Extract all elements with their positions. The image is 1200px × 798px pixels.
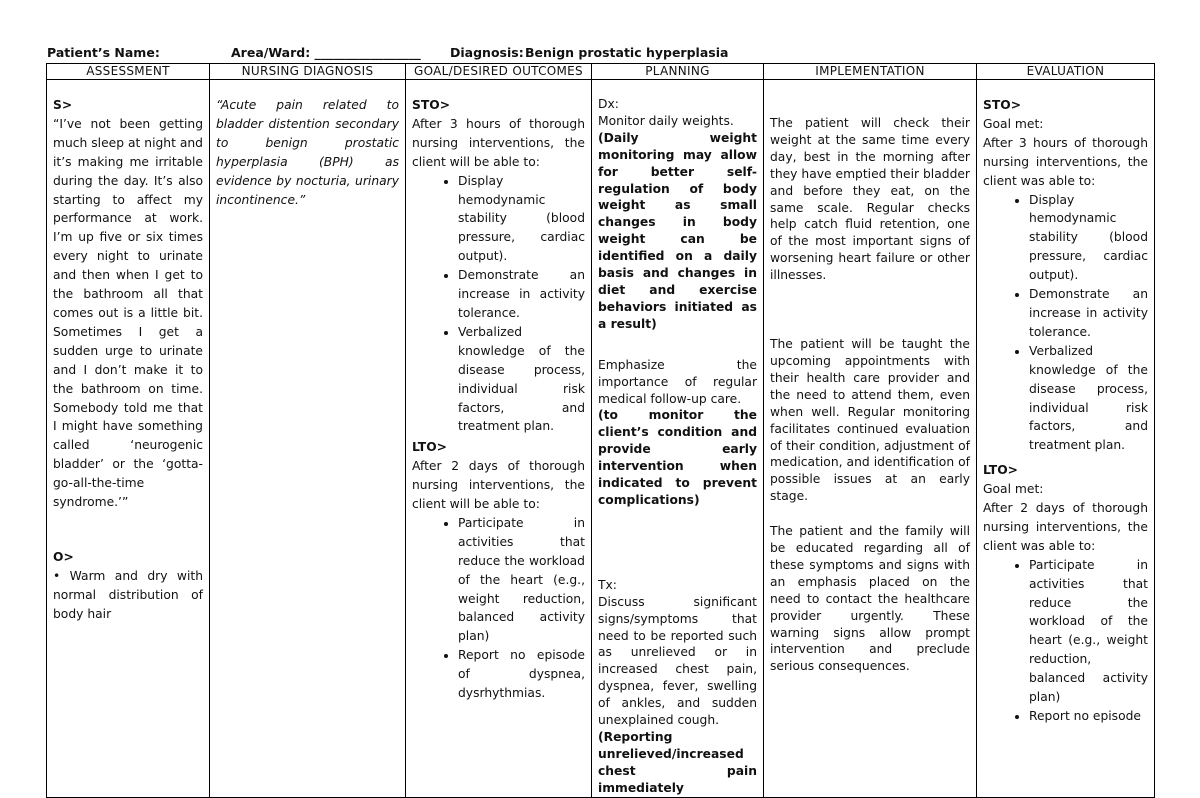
objective-text: • Warm and dry with normal distribution of body hair bbox=[53, 568, 203, 621]
implementation-cell bbox=[764, 80, 977, 798]
evaluation-lto-list bbox=[983, 556, 1148, 726]
implementation-paragraph-1: The patient will check their weight at the same time every day, best in the morning after they have emptied their bladder and before they eat, on the same scale. Regular checks help catch fluid retention, one of the most important signs of worsening heart failure or other illnesses. bbox=[770, 116, 970, 283]
column-header-evaluation: EVALUATION bbox=[977, 64, 1155, 80]
subjective-text: “I’ve not been getting much sleep at night and it’s making me irritable during the day. It’s also starting to affect my performance at work. I’m up five or six times every night to urinate and then when I get to the bathroom all that comes out is a little bit. Sometimes I get a sudden urge to urinate and I don’t make it to the bathroom on time. Somebody told me that I might have something called ‘neurogenic bladder’ or the ‘gotta-go-all-the-time syndrome.’” bbox=[53, 116, 203, 510]
subjective-label: S> bbox=[53, 98, 73, 112]
diagnosis-value: Benign prostatic hyperplasia bbox=[525, 45, 729, 60]
column-header-implementation: IMPLEMENTATION bbox=[764, 64, 977, 80]
list-item: • Participate in activities that reduce the workload of the heart (e.g., weight reduction, balanced activity plan) bbox=[458, 514, 585, 646]
evaluation-sto-label: STO> bbox=[983, 98, 1022, 112]
goal-sto-label: STO> bbox=[412, 98, 451, 112]
goal-sto-list bbox=[412, 172, 585, 437]
planning-emphasize-rationale: (to monitor the client’s condition and provide early intervention when indicated to prevent complications) bbox=[598, 408, 757, 507]
evaluation-sto-list bbox=[983, 191, 1148, 456]
goal-lto-list bbox=[412, 514, 585, 703]
patient-name-label: Patient’s Name: bbox=[47, 45, 160, 60]
list-item: • Report no episode of dyspnea, dysrhythmias. bbox=[458, 646, 585, 703]
implementation-paragraph-3: The patient and the family will be educated regarding all of these symptoms and signs with an emphasis placed on the need to contact the healthcare provider urgently. These warning signs allow prompt intervention and preclude serious consequences. bbox=[770, 524, 970, 674]
list-item: • Display hemodynamic stability (blood pressure, cardiac output). bbox=[1029, 191, 1148, 286]
planning-emphasize-text: Emphasize the importance of regular medical follow-up care. bbox=[598, 357, 757, 406]
evaluation-sto-met: Goal met: bbox=[983, 116, 1044, 131]
column-header-assessment: ASSESSMENT bbox=[47, 64, 210, 80]
list-item: • Verbalized knowledge of the disease process, individual risk factors, and treatment plan. bbox=[1029, 342, 1148, 455]
nursing-diagnosis-text: “Acute pain related to bladder distention secondary to benign prostatic hyperplasia (BPH) as evidence by nocturia, urinary incontinence.” bbox=[216, 98, 399, 207]
evaluation-sto-intro: After 3 hours of thorough nursing interventions, the client was able to: bbox=[983, 135, 1148, 188]
list-item: • Verbalized knowledge of the disease process, individual risk factors, and treatment plan. bbox=[458, 323, 585, 436]
objective-label: O> bbox=[53, 549, 74, 564]
column-header-goal: GOAL/DESIRED OUTCOMES bbox=[406, 64, 592, 80]
nursing-diagnosis-cell bbox=[210, 80, 406, 798]
table-header-row bbox=[47, 64, 1155, 80]
goal-lto-label: LTO> bbox=[412, 440, 447, 455]
assessment-cell bbox=[47, 80, 210, 798]
evaluation-lto-label: LTO> bbox=[983, 463, 1018, 478]
nursing-care-plan-table bbox=[46, 63, 1155, 798]
goal-sto-intro: After 3 hours of thorough nursing interventions, the client will be able to: bbox=[412, 116, 585, 169]
evaluation-lto-intro: After 2 days of thorough nursing interventions, the client was able to: bbox=[983, 501, 1148, 553]
list-item: • Participate in activities that reduce the workload of the heart (e.g., weight reduction, balanced activity plan) bbox=[1029, 556, 1148, 707]
planning-tx-label: Tx: bbox=[598, 577, 617, 592]
diagnosis-label: Diagnosis: bbox=[450, 45, 524, 60]
planning-tx-rationale: (Reporting unrelieved/increased chest pain immediately bbox=[598, 730, 757, 795]
list-item: • Report no episode bbox=[1029, 707, 1148, 726]
evaluation-cell bbox=[977, 80, 1155, 798]
table-row bbox=[47, 80, 1155, 798]
planning-dx-text: Monitor daily weights. bbox=[598, 113, 734, 128]
list-item: • Display hemodynamic stability (blood pressure, cardiac output). bbox=[458, 172, 585, 267]
planning-dx-label: Dx: bbox=[598, 97, 619, 111]
goal-cell bbox=[406, 80, 592, 798]
goal-lto-intro: After 2 days of thorough nursing interventions, the client will be able to: bbox=[412, 459, 585, 512]
planning-tx-text: Discuss significant signs/symptoms that need to be reported such as unrelieved or in increased chest pain, dyspnea, fever, swelling of ankles, and sudden unexplained cough. bbox=[598, 594, 757, 728]
list-item: • Demonstrate an increase in activity tolerance. bbox=[1029, 285, 1148, 342]
planning-cell bbox=[592, 80, 764, 798]
evaluation-lto-met: Goal met: bbox=[983, 482, 1044, 497]
list-item: • Demonstrate an increase in activity tolerance. bbox=[458, 266, 585, 323]
column-header-nursing-diagnosis: NURSING DIAGNOSIS bbox=[210, 64, 406, 80]
implementation-paragraph-2: The patient will be taught the upcoming appointments with their health care provider and the need to attend them, even when well. Regular monitoring facilitates continued evaluation of their condition, adjustment of medication, and identification of possible issues at an early stage. bbox=[770, 337, 970, 504]
planning-dx-rationale: (Daily weight monitoring may allow for better self-regulation of body weight as small changes in body weight can be identified on a daily basis and changes in diet and exercise behaviors initiated as a result) bbox=[598, 130, 757, 331]
area-ward-label: Area/Ward: _________________ bbox=[231, 45, 421, 60]
column-header-planning: PLANNING bbox=[592, 64, 764, 80]
